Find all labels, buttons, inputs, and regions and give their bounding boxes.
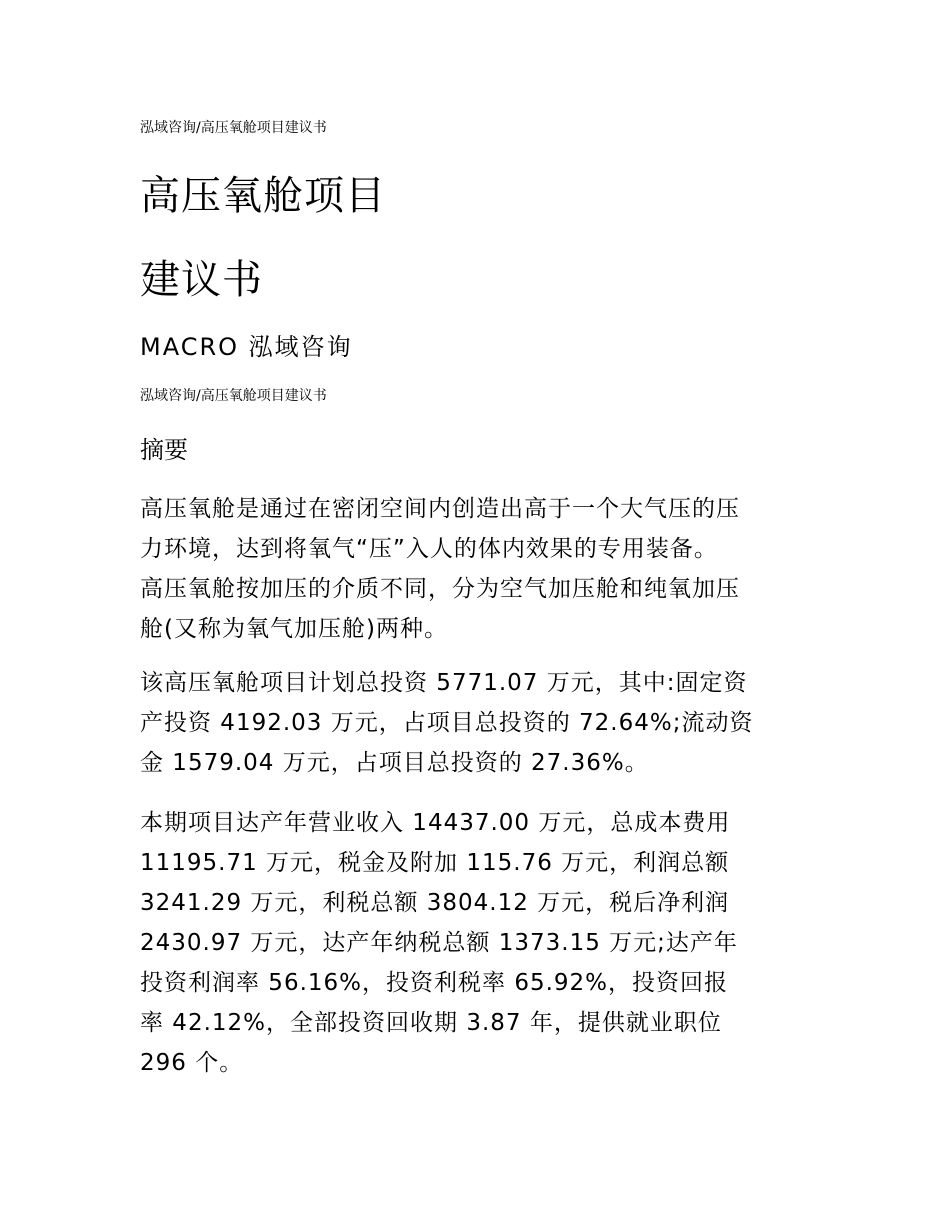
abstract-heading: 摘要	[140, 436, 188, 464]
paragraph-intro	[140, 489, 812, 649]
paragraph-investment	[140, 663, 812, 783]
text-line: 11195.71 万元，税金及附加 115.76 万元，利润总额	[140, 850, 730, 876]
document-title-line-1: 高压氧舱项目	[140, 173, 386, 219]
text-line: 力环境，达到将氧气“压”入人的体内效果的专用装备。	[140, 536, 718, 562]
section-breadcrumb: 泓域咨询/高压氧舱项目建议书	[140, 388, 327, 404]
text-line: 该高压氧舱项目计划总投资 5771.07 万元，其中:固定资	[140, 670, 748, 696]
text-line: 投资利润率 56.16%，投资利税率 65.92%，投资回报	[140, 970, 729, 996]
text-line: 296 个。	[140, 1050, 244, 1076]
text-line: 率 42.12%，全部投资回收期 3.87 年，提供就业职位	[140, 1010, 722, 1036]
page-header-breadcrumb: 泓域咨询/高压氧舱项目建议书	[140, 120, 327, 136]
text-line: 高压氧舱是通过在密闭空间内创造出高于一个大气压的压	[140, 496, 740, 522]
text-line: 本期项目达产年营业收入 14437.00 万元，总成本费用	[140, 810, 731, 836]
text-line: 产投资 4192.03 万元，占项目总投资的 72.64%;流动资	[140, 710, 754, 736]
text-line: 舱(又称为氧气加压舱)两种。	[140, 616, 448, 642]
paragraph-financials	[140, 803, 812, 1083]
text-line: 2430.97 万元，达产年纳税总额 1373.15 万元;达产年	[140, 930, 738, 956]
brand-name: MACRO 泓域咨询	[140, 333, 353, 361]
text-line: 高压氧舱按加压的介质不同，分为空气加压舱和纯氧加压	[140, 576, 740, 602]
text-line: 3241.29 万元，利税总额 3804.12 万元，税后净利润	[140, 890, 730, 916]
document-title-line-2: 建议书	[140, 257, 263, 303]
text-line: 金 1579.04 万元，占项目总投资的 27.36%。	[140, 750, 649, 776]
